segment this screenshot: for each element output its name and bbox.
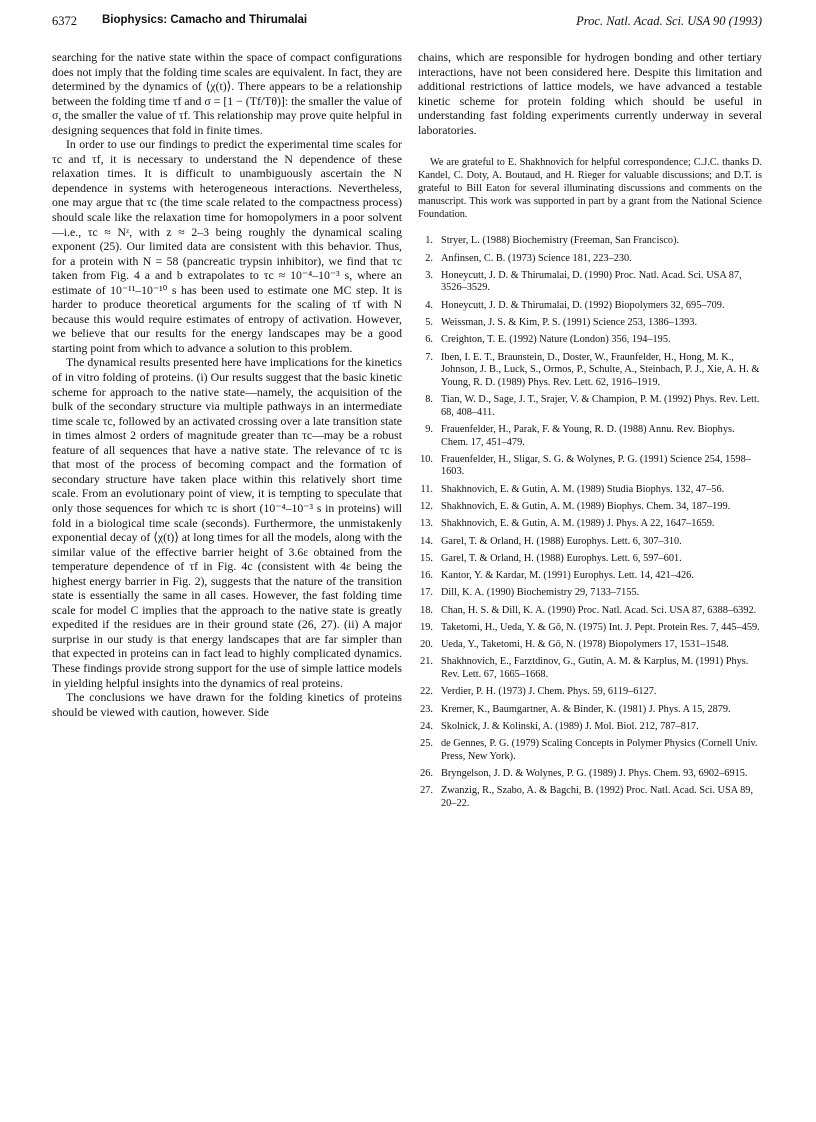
reference-item [418,622,762,635]
reference-text: Honeycutt, J. D. & Thirumalai, D. (1990) Proc. Natl. Acad. Sci. USA 87, 3526–3529. [441,269,742,294]
reference-item [418,334,762,347]
reference-item [418,352,762,390]
reference-text: Zwanzig, R., Szabo, A. & Bagchi, B. (1992) Proc. Natl. Acad. Sci. USA 89, 20–22. [441,785,754,809]
reference-text: Iben, I. E. T., Braunstein, D., Doster, W., Fraunfelder, H., Hong, M. K., Johnson, J. B., Luck, S., Ormos, P., Schulte, A., Steinbach, P. J., Xie, A. H. & Young, R. D. (1989) Phys. Rev. Lett. 62, 1916–1919. [441,351,760,388]
reference-text: Shakhnovich, E. & Gutin, A. M. (1989) Studia Biophys. 132, 47–56. [441,483,725,495]
reference-item [418,768,762,781]
reference-number: 18. [420,604,433,616]
reference-text: Honeycutt, J. D. & Thirumalai, D. (1992) Biopolymers 32, 695–709. [441,299,725,311]
reference-number: 17. [420,587,433,599]
reference-number: 21. [420,656,433,668]
reference-number: 12. [420,500,433,512]
reference-text: Skolnick, J. & Kolinski, A. (1989) J. Mol. Biol. 212, 787–817. [441,720,699,732]
reference-number: 24. [420,720,433,732]
reference-number: 4. [425,299,433,311]
reference-text: Ueda, Y., Taketomi, H. & Gō, N. (1978) Biopolymers 17, 1531–1548. [441,639,729,651]
right-column [418,50,762,815]
reference-text: Kremer, K., Baumgartner, A. & Binder, K. (1981) J. Phys. A 15, 2879. [441,703,731,715]
reference-item [418,639,762,652]
reference-number: 19. [420,621,433,633]
reference-number: 2. [425,252,433,264]
reference-item [418,454,762,479]
left-column [52,50,402,719]
reference-item [418,553,762,566]
page-number: 6372 [52,14,77,28]
reference-item [418,605,762,618]
reference-item [418,656,762,681]
paragraph: searching for the native state within the space of compact configurations does not imply that the folding time scales are equivalent. In fact, they are determined by the dynamics of ⟨χ(t)⟩. There appears to be a relationship between the folding time τf and σ = [1 − (Tf/Tθ)]: the smaller the value of σ, the smaller the value of τf. This relationship may prove quite helpful in designing sequences that fold in finite times. [52,50,402,137]
reference-number: 16. [420,570,433,582]
acknowledgment: We are grateful to E. Shakhnovich for helpful correspondence; C.J.C. thanks D. Kandel, C. Doty, A. Boutaud, and H. Rieger for valuable discussions; and D.T. is grateful to Bill Eaton for several illuminating discussions and comments on the manuscript. This work was supported in part by a grant from the National Science Foundation. [418,157,762,221]
reference-number: 15. [420,552,433,564]
reference-number: 6. [425,334,433,346]
reference-text: Shakhnovich, E. & Gutin, A. M. (1989) J. Phys. A 22, 1647–1659. [441,518,715,530]
reference-number: 25. [420,738,433,750]
reference-item [418,704,762,717]
reference-number: 5. [425,317,433,328]
journal-citation: Proc. Natl. Acad. Sci. USA 90 (1993) [576,14,762,28]
reference-text: Frauenfelder, H., Parak, F. & Young, R. D. (1988) Annu. Rev. Biophys. Chem. 17, 451–479. [441,423,735,448]
reference-item [418,518,762,531]
reference-item [418,721,762,734]
reference-number: 26. [420,768,433,780]
reference-item [418,738,762,763]
reference-text: de Gennes, P. G. (1979) Scaling Concepts in Polymer Physics (Cornell Univ. Press, New York). [441,738,758,762]
reference-text: Chan, H. S. & Dill, K. A. (1990) Proc. Natl. Acad. Sci. USA 87, 6388–6392. [441,604,757,616]
paragraph: In order to use our findings to predict the experimental time scales for τc and τf, it is necessary to understand the N dependence of these relaxation times. It is difficult to unambiguously ascertain the N dependence in systems with heterogeneous interactions. Nevertheless, one may argue that τc (the time scale related to the compactness process) should scale like the relaxation time for homopolymers in a poor solvent—i.e., τc ≈ Nᶻ, with z ≈ 2–3 being roughly the dynamical scaling exponent (25). Our limited data are consistent with this behavior. Thus, for a protein with N = 58 (pancreatic trypsin inhibitor), we find that τc taken from Fig. 4 a and b extrapolates to τc ≈ 10⁻⁴–10⁻³ s, where an estimate of 10⁻¹¹–10⁻¹⁰ s has been used to estimate one MC step. It is harder to produce theoretical arguments for the scaling of τf with N because this would require estimates of entropy of activation. However, we believe that our results for the energy landscapes may be a good starting point from which to advance a solution to this problem. [52,137,402,355]
reference-number: 13. [420,518,433,530]
reference-text: Weissman, J. S. & Kim, P. S. (1991) Science 253, 1386–1393. [441,317,698,328]
reference-text: Shakhnovich, E. & Gutin, A. M. (1989) Biophys. Chem. 34, 187–199. [441,500,731,512]
reference-item [418,484,762,497]
paragraph: chains, which are responsible for hydrogen bonding and other tertiary interactions, have not been considered here. Despite this limitation and additional restrictions of lattice models, we have advanced a testable kinetic scheme for protein folding which should be useful in understanding fast folding experiments currently underway in several laboratories. [418,50,762,137]
reference-number: 3. [425,269,433,281]
reference-item [418,300,762,313]
reference-number: 8. [425,394,433,406]
reference-text: Frauenfelder, H., Sligar, S. G. & Wolynes, P. G. (1991) Science 254, 1598–1603. [441,453,751,478]
reference-number: 14. [420,535,433,547]
reference-item [418,785,762,810]
reference-item [418,235,762,248]
reference-text: Stryer, L. (1988) Biochemistry (Freeman, San Francisco). [441,235,680,247]
reference-list [418,235,762,810]
reference-item [418,587,762,600]
reference-text: Taketomi, H., Ueda, Y. & Gō, N. (1975) Int. J. Pept. Protein Res. 7, 445–459. [441,621,760,633]
reference-item [418,424,762,449]
reference-item [418,536,762,549]
reference-text: Anfinsen, C. B. (1973) Science 181, 223–230. [441,252,632,264]
reference-item [418,501,762,514]
reference-number: 23. [420,703,433,715]
reference-text: Garel, T. & Orland, H. (1988) Europhys. Lett. 6, 307–310. [441,535,682,547]
reference-number: 9. [425,423,433,435]
reference-item [418,317,762,330]
paragraph: The dynamical results presented here have implications for the kinetics of in vitro folding of proteins. (i) Our results suggest that the basic kinetic scheme for approach to the native state—namely, the acquisition of the bulk of the secondary structure via multiple pathways in an intermediate time scale τc, followed by an activated crossing over a late transition state in times almost 2 orders of magnitude greater than τc—may be a robust feature of all sequences that have a native state. The relevance of τc is that most of the process of becoming compact and the formation of secondary structure have taken place within this relatively short time scale. From an evolutionary point of view, it is tempting to speculate that only those sequences for which τc is short (10⁻⁴–10⁻³ s in proteins) will fold in a biological time scale (seconds). Furthermore, the unmistakenly exponential decay of ⟨χ(t)⟩ at long times for all the models, along with the similar value of the effective barrier height of 3.6ε obtained from the temperature dependence of τf in Fig. 4c (consistent with 4ε being the highest energy barrier in Fig. 2), suggests that the nature of the transition state is essentially the same in all cases. However, the fast folding time scale for model C implies that the approach to the native state is greatly expedited if the residues are in their ground state (26, 27). (ii) A major surprise in our study is that energy landscapes that are far simpler than that expected in proteins can in fact lead to highly complicated dynamics. These findings provide strong support for the use of simple lattice models in yielding helpful insights into the dynamics of real proteins. [52,355,402,690]
reference-text: Tian, W. D., Sage, J. T., Srajer, V. & Champion, P. M. (1992) Phys. Rev. Lett. 68, 408–411. [441,394,760,418]
reference-text: Bryngelson, J. D. & Wolynes, P. G. (1989) J. Phys. Chem. 93, 6902–6915. [441,768,748,780]
reference-item [418,686,762,699]
paragraph: The conclusions we have drawn for the folding kinetics of proteins should be viewed with caution, however. Side [52,690,402,719]
reference-text: Garel, T. & Orland, H. (1988) Europhys. Lett. 6, 597–601. [441,552,682,564]
reference-item [418,394,762,419]
reference-item [418,270,762,295]
reference-text: Creighton, T. E. (1992) Nature (London) 356, 194–195. [441,334,671,346]
reference-text: Kantor, Y. & Kardar, M. (1991) Europhys. Lett. 14, 421–426. [441,570,694,582]
reference-item [418,570,762,583]
running-title: Biophysics: Camacho and Thirumalai [102,14,308,26]
reference-number: 1. [425,235,433,247]
reference-text: Verdier, P. H. (1973) J. Chem. Phys. 59, 6119–6127. [441,686,657,698]
reference-number: 10. [420,453,433,465]
reference-number: 27. [420,785,433,797]
reference-number: 22. [420,686,433,698]
reference-number: 20. [420,639,433,651]
reference-text: Dill, K. A. (1990) Biochemistry 29, 7133–7155. [441,587,640,599]
reference-number: 7. [425,351,433,363]
reference-item [418,253,762,266]
reference-text: Shakhnovich, E., Farztdinov, G., Gutin, A. M. & Karplus, M. (1991) Phys. Rev. Lett. 67, 1665–1668. [441,656,749,681]
reference-number: 11. [420,483,433,495]
page-header [52,14,762,32]
